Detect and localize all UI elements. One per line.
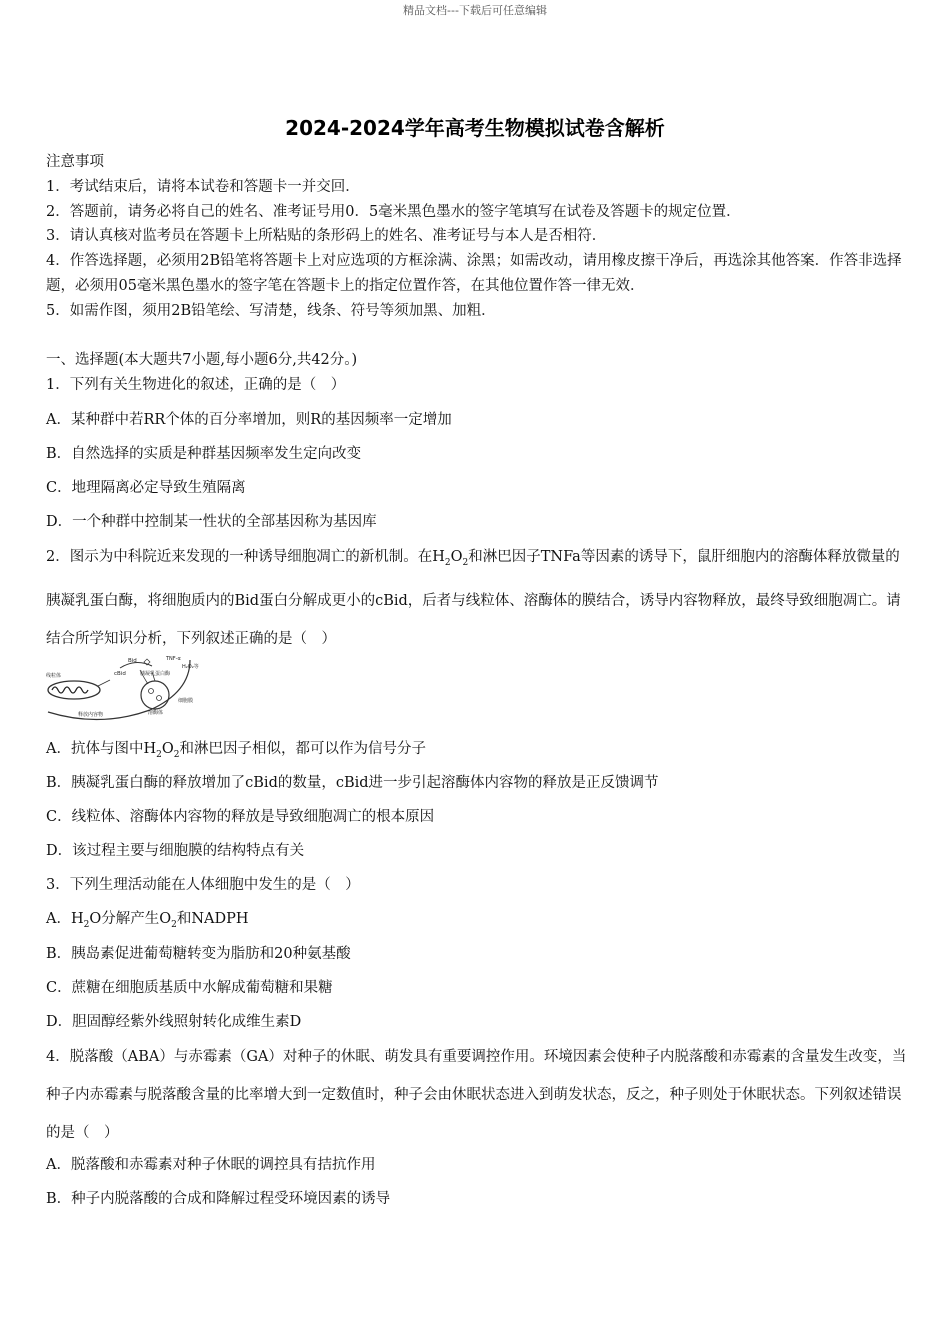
label-h2o2: H₂O₂等	[182, 664, 199, 670]
label-cbid: cBid	[114, 671, 126, 677]
label-membrane: 细胞膜	[178, 698, 194, 704]
label-enzyme: 胰凝乳蛋白酶	[140, 671, 171, 677]
question-3-stem: 3．下列生理活动能在人体细胞中发生的是（ ）	[46, 877, 360, 893]
question-2-stem: 2．图示为中科院近来发现的一种诱导细胞凋亡的新机制。在$H_2O_2$和淋巴因子TNFa等因素的诱导下，鼠肝细胞内的溶酶体释放微量的胰凝乳蛋白酶，将细胞质内的Bid蛋白分解成更小的cBid，后者与线粒体、溶酶体的膜结合，诱导内容物释放，最终导致细胞凋亡。请结合所学知识分析，下列叙述正确的是（ ）	[46, 549, 901, 647]
lysosome-shape	[141, 681, 169, 709]
mitochondrion-cristae	[52, 687, 88, 693]
question-1-option-d: D．一个种群中控制某一性状的全部基因称为基因库	[46, 514, 377, 530]
question-2-option-a: A．抗体与图中$H_2O_2$和淋巴因子相似，都可以作为信号分子	[46, 741, 426, 760]
apoptosis-diagram	[40, 650, 210, 725]
label-release: 释放内容物	[78, 712, 104, 718]
notice-heading: 注意事项	[46, 154, 104, 170]
question-2-option-c: C．线粒体、溶酶体内容物的释放是导致细胞凋亡的根本原因	[46, 809, 435, 825]
notice-block	[46, 150, 908, 324]
question-4-stem: 4．脱落酸（ABA）与赤霉素（GA）对种子的休眠、萌发具有重要调控作用。环境因素会使种子内脱落酸和赤霉素的含量发生改变，当种子内赤霉素与脱落酸含量的比率增大到一定数值时，种子会由休眠状态进入到萌发状态，反之，种子则处于休眠状态。下列叙述错误的是（ ）	[46, 1049, 907, 1141]
question-3-option-d: D．胆固醇经紫外线照射转化成维生素D	[46, 1014, 302, 1030]
question-2-option-b: B．胰凝乳蛋白酶的释放增加了cBid的数量，cBid进一步引起溶酶体内容物的释放是正反馈调节	[46, 775, 659, 791]
question-2-stem-a: 2．图示为中科院近来发现的一种诱导细胞凋亡的新机制。在H	[46, 549, 445, 565]
notice-item: 4．作答选择题，必须用2B铅笔将答题卡上对应选项的方框涂满、涂黑；如需改动，请用橡皮擦干净后，再选涂其他答案．作答非选择题，必须用05毫米黑色墨水的签字笔在答题卡上的指定位置作答，在其他位置作答一律无效．	[46, 253, 902, 294]
notice-item: 2．答题前，请务必将自己的姓名、准考证号用0．5毫米黑色墨水的签字笔填写在试卷及答题卡的规定位置．	[46, 203, 741, 220]
label-tnf: TNF-α	[166, 656, 181, 662]
question-1-option-b: B．自然选择的实质是种群基因频率发生定向改变	[46, 446, 362, 462]
label-lysosome: 溶酶体	[148, 710, 164, 716]
question-4-option-a: A．脱落酸和赤霉素对种子休眠的调控具有拮抗作用	[46, 1157, 376, 1173]
question-1-option-c: C．地理隔离必定导致生殖隔离	[46, 480, 246, 496]
label-bid: Bid	[128, 658, 137, 664]
question-3-option-b: B．胰岛素促进葡萄糖转变为脂肪和20种氨基酸	[46, 946, 351, 962]
question-1-option-a: A．某种群中若RR个体的百分率增加，则R的基因频率一定增加	[46, 412, 452, 428]
notice-item: 5．如需作图，须用2B铅笔绘、写清楚，线条、符号等须加黑、加粗．	[46, 302, 496, 319]
header-note: 精品文档---下载后可任意编辑	[403, 4, 547, 17]
notice-item: 1．考试结束后，请将本试卷和答题卡一并交回．	[46, 178, 360, 195]
mitochondrion-shape	[48, 681, 100, 699]
question-1-stem: 1．下列有关生物进化的叙述，正确的是（ ）	[46, 377, 346, 393]
question-4-option-b: B．种子内脱落酸的合成和降解过程受环境因素的诱导	[46, 1191, 391, 1207]
section-heading: 一、选择题(本大题共7小题,每小题6分,共42分。)	[46, 352, 358, 368]
question-3-option-a: A．$H_2O$分解产生$O_2$和NADPH	[46, 911, 249, 930]
question-3-option-c: C．蔗糖在细胞质基质中水解成葡萄糖和果糖	[46, 980, 333, 996]
question-2-stem-b: 和淋巴因子TNFa等因素的诱导下，鼠肝细胞内的溶酶体释放微量的胰凝乳蛋白酶，将细胞质内的Bid蛋白分解成更小的cBid，后者与线粒体、溶酶体的膜结合，诱导内容物释放，最终导致细胞凋亡。请结合所学知识分析，下列叙述正确的是（ ）	[46, 549, 901, 647]
notice-item: 3．请认真核对监考员在答题卡上所粘贴的条形码上的姓名、准考证号与本人是否相符．	[46, 228, 607, 245]
question-2-option-d: D．该过程主要与细胞膜的结构特点有关	[46, 843, 305, 859]
page-title: 2024-2024学年高考生物模拟试卷含解析	[285, 116, 665, 140]
label-mitochondrion: 线粒体	[46, 673, 62, 679]
